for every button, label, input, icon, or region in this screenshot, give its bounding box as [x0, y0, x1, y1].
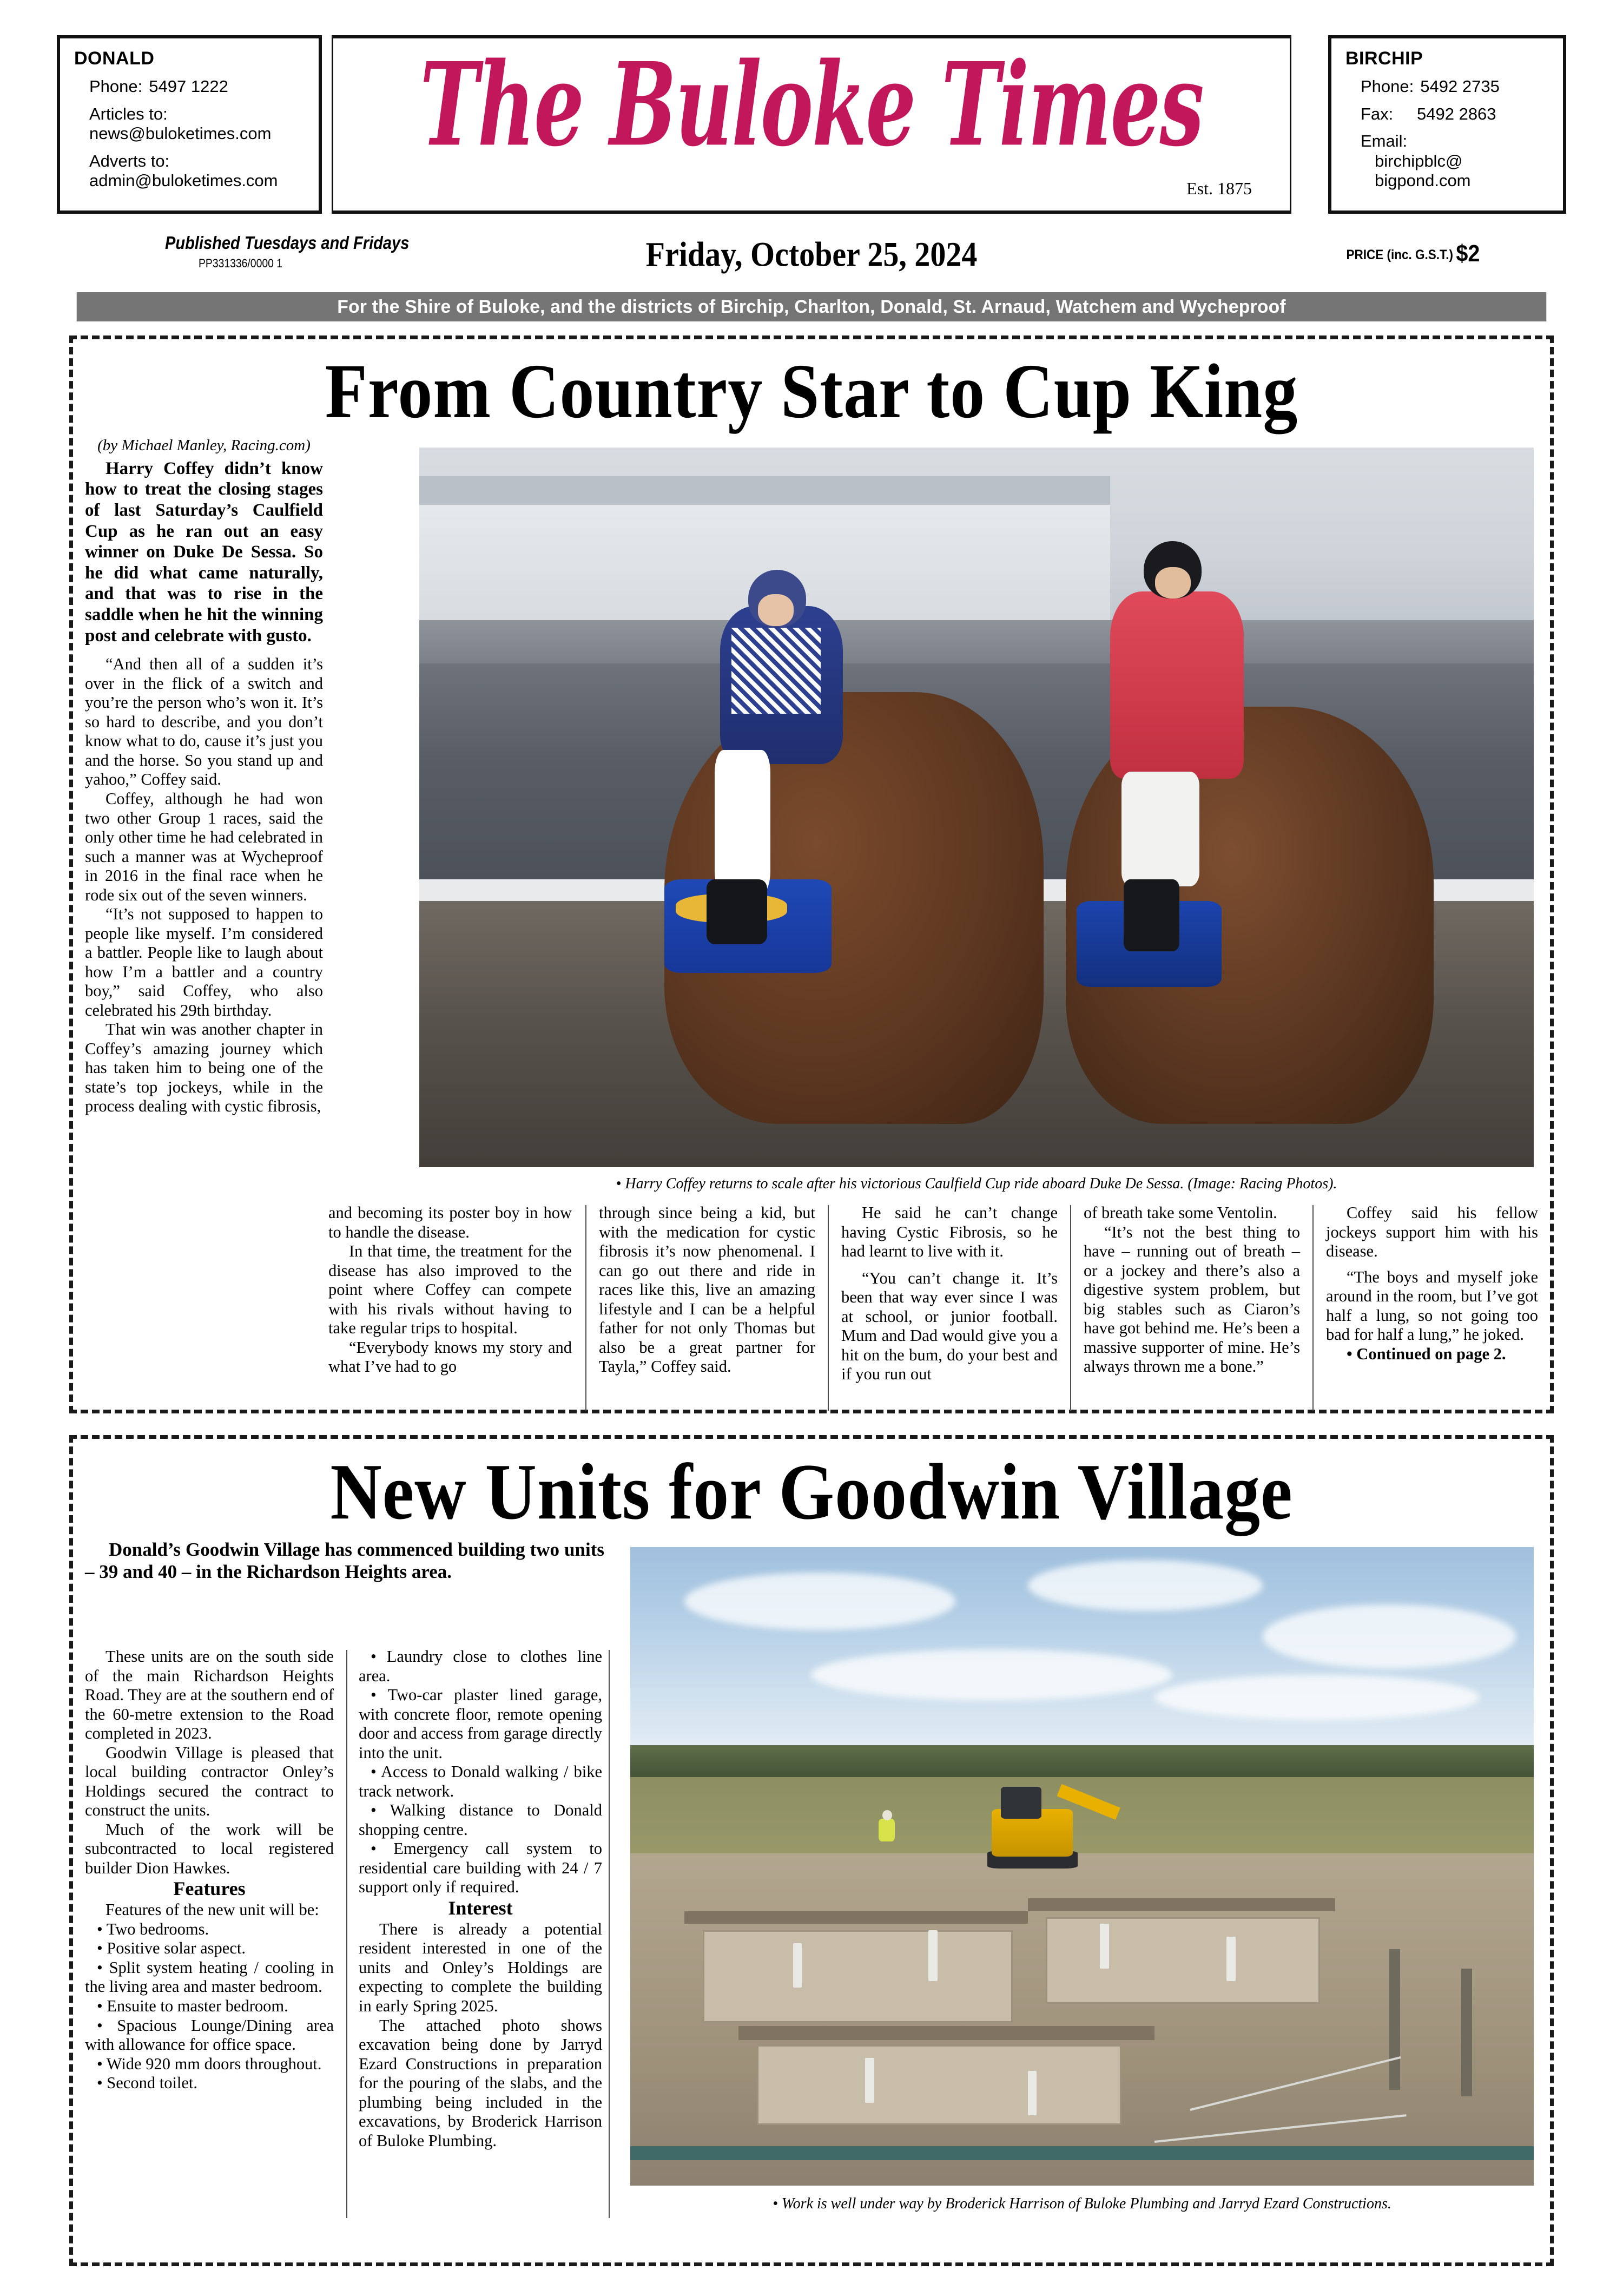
- article-goodwin-village: [69, 1435, 1554, 2266]
- article2-headline: New Units for Goodwin Village: [330, 1447, 1293, 1536]
- price-label: [1346, 240, 1480, 267]
- a1-lc5-p2: “The boys and myself joke around in the room, but I’ve got half a lung, so not going too bad for half a lung,” he joked.: [1326, 1267, 1538, 1344]
- donald-office-box: [57, 35, 322, 214]
- a2-feature-5: • Spacious Lounge/Dining area with allowance for office space.: [85, 2016, 334, 2054]
- a2-c1-p1: These units are on the south side of the main Richardson Heights Road. They are at the southern end of the 60-metre extension to the Road completed in 2023.: [85, 1647, 334, 1743]
- a2-interest-p2: The attached photo shows excavation being done by Jarryd Ezard Constructions in preparation for the pouring of the slabs, and the plumbing being included in the excavations, by Broderick Harrison of Buloke Plumbing.: [359, 2016, 602, 2150]
- donald-articles-label: Articles to:: [89, 104, 168, 123]
- a1-lc2-p1: through since being a kid, but with the medication for cystic fibrosis it’s now phenomenal. I can go out there and ride in races like this, live an amazing lifestyle and I can be a helpful father for not only Thomas but also be a great partner for Tayla,” Coffey said.: [599, 1203, 815, 1376]
- birchip-phone-label: Phone:: [1361, 77, 1414, 96]
- birchip-email-line1[interactable]: birchipblc@: [1375, 151, 1463, 170]
- birchip-email-line2[interactable]: bigpond.com: [1375, 171, 1471, 190]
- article1-photo-caption: • Harry Coffey returns to scale after his victorious Caulfield Cup ride aboard Duke De Sessa. (Image: Racing Photos).: [616, 1175, 1337, 1192]
- a1-lc1-p2: In that time, the treatment for the disease has also improved to the point where Coffey can compete with his rivals without having to take regular trips to hospital.: [328, 1242, 572, 1338]
- birchip-phone-row: [1361, 77, 1552, 97]
- birchip-fax-label: Fax:: [1361, 104, 1394, 123]
- a2-feature-1: • Two bedrooms.: [97, 1919, 209, 1938]
- publication-frequency: Published Tuesdays and Fridays: [165, 233, 410, 253]
- birchip-office-title: BIRCHIP: [1345, 48, 1423, 69]
- a2-c1-p2: Goodwin Village is pleased that local building contractor Onley’s Holdings secured the contract to construct the units.: [85, 1743, 334, 1820]
- price-amount: $2: [1455, 240, 1480, 267]
- a2-c1-p3: Much of the work will be subcontracted to local registered builder Dion Hawkes.: [85, 1820, 334, 1877]
- birchip-email-label: Email:: [1361, 131, 1408, 151]
- pp-registration-number: PP331336/0000 1: [199, 256, 283, 270]
- donald-office-title: DONALD: [74, 48, 155, 69]
- a1-lc5-p1: Coffey said his fellow jockeys support him with his disease.: [1326, 1203, 1538, 1261]
- article2-photo-caption: • Work is well under way by Broderick Harrison of Buloke Plumbing and Jarryd Ezard Constructions.: [773, 2195, 1391, 2212]
- birchip-phone-value: 5492 2735: [1420, 77, 1500, 96]
- donald-articles-row: [89, 104, 308, 144]
- donald-phone-row: [89, 77, 308, 97]
- article2-interest-heading: Interest: [448, 1897, 513, 1919]
- a2-c2-item-4: • Walking distance to Donald shopping centre.: [359, 1801, 602, 1839]
- a1-lc4-p1: of breath take some Ventolin.: [1084, 1203, 1277, 1222]
- article2-lead-block: [85, 1539, 604, 1583]
- article1-col1-p4: That win was another chapter in Coffey’s amazing journey which has taken him to being one of the state’s top jockeys, while in the process dealing with cystic fibrosis,: [85, 1020, 323, 1116]
- donald-adverts-row: [89, 152, 308, 191]
- article1-lower-col-2: [599, 1203, 815, 1377]
- birchip-fax-row: [1361, 104, 1552, 124]
- dateline-row: [57, 233, 1566, 276]
- article1-photo: [419, 448, 1534, 1167]
- article1-lower-col-5: [1326, 1203, 1538, 1364]
- birchip-fax-value: 5492 2863: [1417, 104, 1496, 123]
- article1-lead-paragraph: Harry Coffey didn’t know how to treat the closing stages of last Saturday’s Caulfield Cup as he ran out an easy winner on Duke De Sessa. So he did what came naturally, and that was to rise in the saddle when he hit the winning post and celebrate with gusto.: [85, 458, 323, 646]
- a1-lc4-p2: “It’s not the best thing to have – running out of breath – or a jockey and there’s also a digestive system problem, but big stables such as Ciaron’s have got behind me. He’s been a massive supporter of mine. He’s always thrown me a bone.”: [1084, 1222, 1300, 1376]
- donald-phone-value: 5497 1222: [149, 77, 228, 96]
- a2-interest-p1: There is already a potential resident interested in one of the units and Onley’s Holdings are expecting to complete the building in early Spring 2025.: [359, 1919, 602, 2015]
- a2-c2-item-2: • Two-car plaster lined garage, with concrete floor, remote opening door and access from garage directly into the unit.: [359, 1686, 602, 1762]
- article1-continued-note[interactable]: • Continued on page 2.: [1347, 1344, 1506, 1363]
- a1-lc3-p1: He said he can’t change having Cystic Fibrosis, so he had learnt to live with it.: [841, 1203, 1058, 1261]
- article1-col1-p2: Coffey, although he had won two other Group 1 races, said the only other time he had celebrated in such a manner was at Wycheproof in 2016 in the final race when he rode six out of the seven winners.: [85, 789, 323, 904]
- a1-lc3-p2: “You can’t change it. It’s been that way ever since I was at school, or junior football. Mum and Dad would give you a hit on the bum, do your best and if you run out: [841, 1268, 1058, 1384]
- a2-feature-3: • Split system heating / cooling in the living area and master bedroom.: [85, 1958, 334, 1996]
- donald-articles-email[interactable]: news@buloketimes.com: [89, 124, 272, 143]
- article1-col1-p3: “It’s not supposed to happen to people like myself. I’m considered a battler. People like to laugh about how I’m a battler and a country boy,” said Coffey, who also celebrated his 29th birthday.: [85, 905, 323, 1019]
- a2-feature-2: • Positive solar aspect.: [97, 1939, 246, 1958]
- a2-c2-item-1: • Laundry close to clothes line area.: [359, 1647, 602, 1685]
- article1-lower-col-3: [841, 1203, 1058, 1384]
- article1-lower-col-4: [1084, 1203, 1300, 1377]
- paper-title-box: [332, 35, 1291, 214]
- birchip-office-box: [1328, 35, 1566, 214]
- article1-lower-col-1: [328, 1203, 572, 1377]
- article2-features-heading: Features: [173, 1878, 246, 1900]
- established-label: Est. 1875: [1186, 179, 1252, 198]
- donald-adverts-email[interactable]: admin@buloketimes.com: [89, 171, 278, 190]
- a2-feature-4: • Ensuite to master bedroom.: [97, 1996, 288, 2015]
- donald-phone-label: Phone:: [89, 77, 143, 96]
- article2-col-2: [359, 1647, 602, 2150]
- a2-feature-6: • Wide 920 mm doors throughout.: [97, 2054, 322, 2073]
- article2-col-1: [85, 1647, 334, 2093]
- article1-lead-column: [85, 437, 323, 1124]
- article2-lead-paragraph: Donald’s Goodwin Village has commenced building two units – 39 and 40 – in the Richardson Heights area.: [85, 1539, 604, 1582]
- donald-adverts-label: Adverts to:: [89, 151, 170, 170]
- coverage-strap: For the Shire of Buloke, and the districts of Birchip, Charlton, Donald, St. Arnaud, Watchem and Wycheproof: [77, 292, 1547, 321]
- birchip-email-row: [1361, 131, 1552, 191]
- article-cup-king: [69, 335, 1554, 1413]
- issue-date: Friday, October 25, 2024: [645, 234, 978, 274]
- a2-c2-item-3: • Access to Donald walking / bike track network.: [359, 1762, 602, 1800]
- masthead: [57, 35, 1566, 214]
- a2-feature-7: • Second toilet.: [97, 2074, 198, 2093]
- article1-headline: From Country Star to Cup King: [325, 348, 1298, 435]
- article2-features-intro: Features of the new unit will be:: [105, 1900, 319, 1919]
- article1-col1-p1: “And then all of a sudden it’s over in the flick of a switch and you’re the person who’s won it. It’s so hard to describe, and you don’t know what to do, cause it’s just you and the horse. So you stand up and yahoo,” Coffey said.: [85, 655, 323, 789]
- page-title: The Buloke Times: [420, 38, 1203, 173]
- a1-lc1-p3: “Everybody knows my story and what I’ve had to go: [328, 1338, 572, 1376]
- article1-byline: (by Michael Manley, Racing.com): [97, 437, 311, 454]
- a1-lc1-p1: and becoming its poster boy in how to handle the disease.: [328, 1203, 572, 1241]
- price-text: PRICE (inc. G.S.T.): [1346, 247, 1453, 262]
- a2-c2-item-5: • Emergency call system to residential care building with 24 / 7 support only if required.: [359, 1839, 602, 1897]
- article2-photo: [630, 1547, 1534, 2186]
